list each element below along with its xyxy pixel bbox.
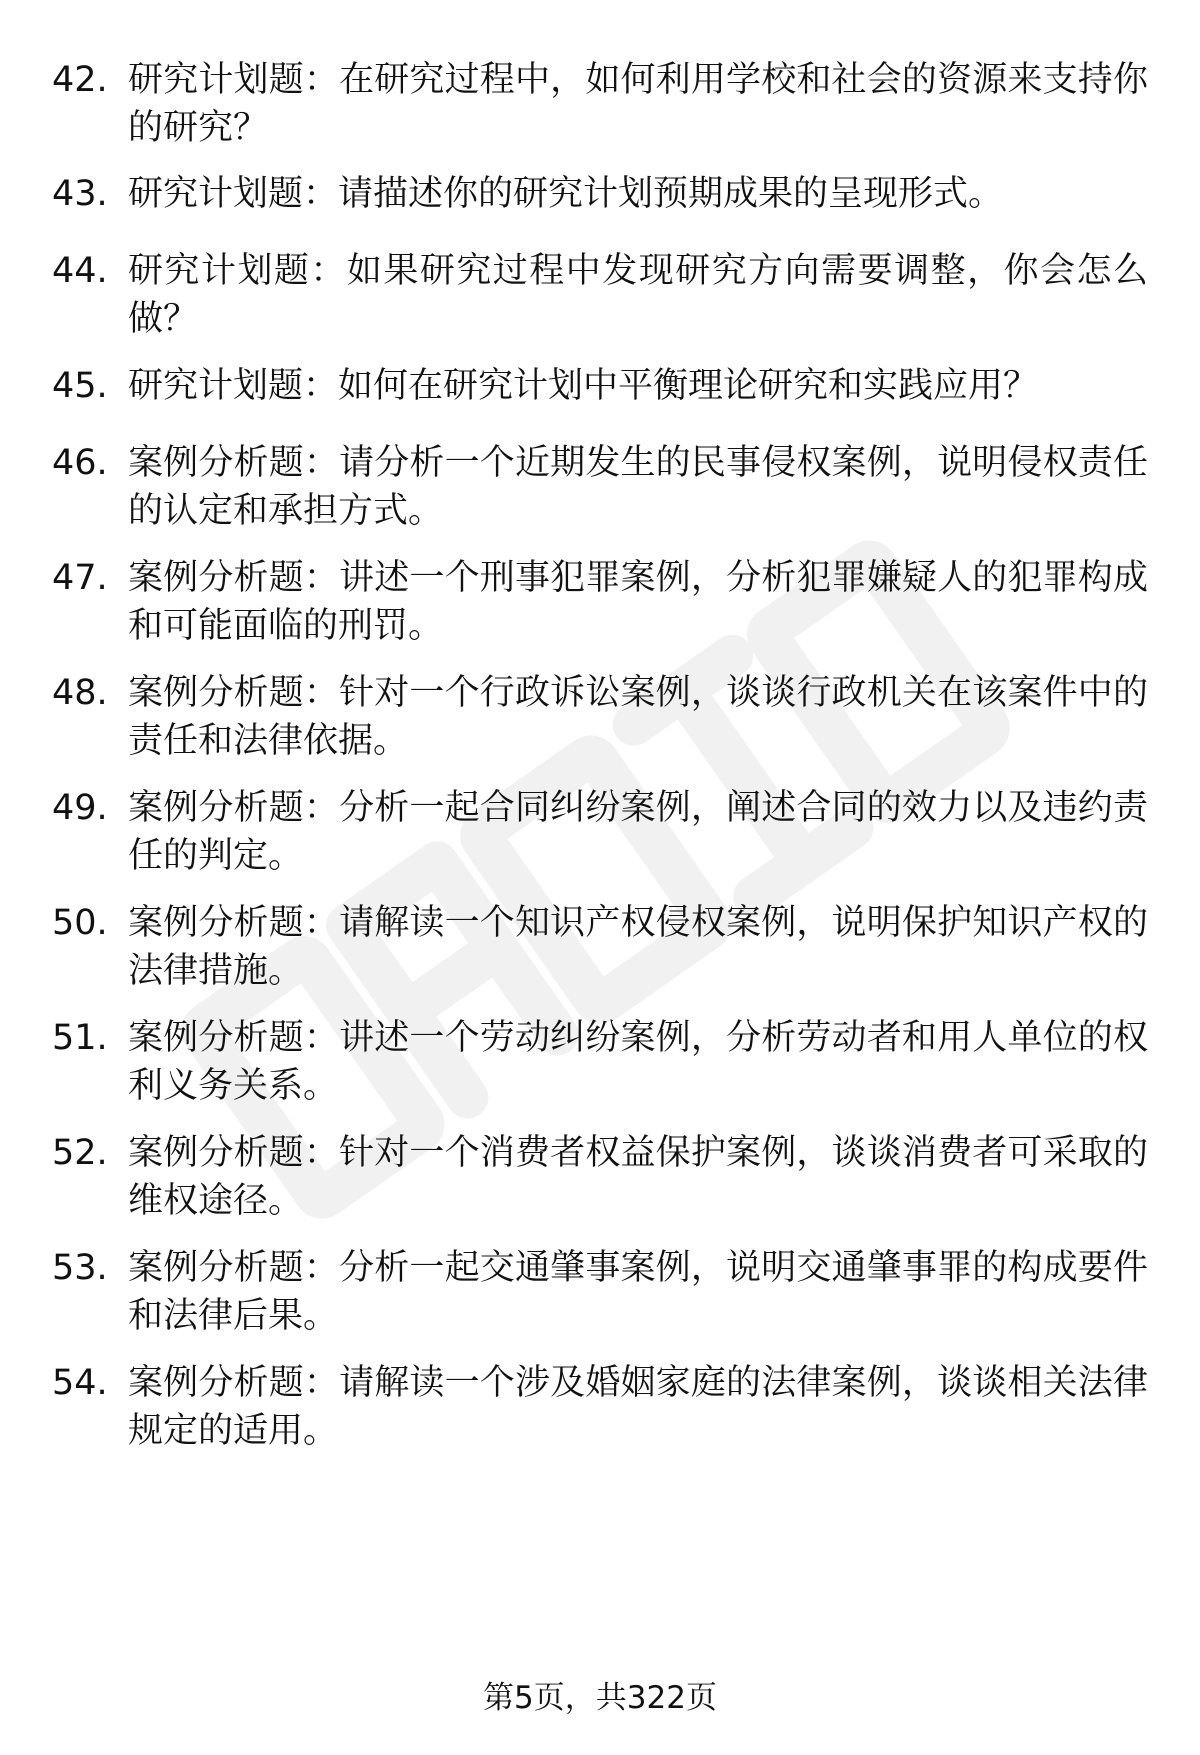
question-number: 49. (52, 788, 108, 828)
question-number: 50. (52, 903, 108, 943)
question-text: 研究计划题：在研究过程中，如何利用学校和社会的资源来支持你的研究？ (128, 60, 1148, 148)
question-text: 案例分析题：讲述一个刑事犯罪案例，分析犯罪嫌疑人的犯罪构成和可能面临的刑罚。 (128, 558, 1148, 646)
question-number: 48. (52, 673, 108, 713)
page-number: 第5页，共322页 (483, 1680, 717, 1716)
question-text: 案例分析题：分析一起合同纠纷案例，阐述合同的效力以及违约责任的判定。 (128, 788, 1148, 876)
question-text: 研究计划题：请描述你的研究计划预期成果的呈现形式。 (128, 174, 1004, 214)
question-text: 案例分析题：讲述一个劳动纠纷案例，分析劳动者和用人单位的权利义务关系。 (128, 1018, 1148, 1106)
question-text: 案例分析题：针对一个行政诉讼案例，谈谈行政机关在该案件中的责任和法律依据。 (128, 673, 1148, 761)
question-number: 45. (52, 366, 108, 406)
question-number: 42. (52, 60, 108, 100)
question-number: 54. (52, 1363, 108, 1403)
question-text: 案例分析题：分析一起交通肇事案例，说明交通肇事罪的构成要件和法律后果。 (128, 1248, 1148, 1336)
question-text: 案例分析题：请分析一个近期发生的民事侵权案例，说明侵权责任的认定和承担方式。 (128, 443, 1148, 531)
question-text: 案例分析题：针对一个消费者权益保护案例，谈谈消费者可采取的维权途径。 (128, 1133, 1148, 1221)
question-number: 44. (52, 251, 108, 291)
question-number: 43. (52, 174, 108, 214)
question-number: 46. (52, 443, 108, 483)
question-text: 研究计划题：如何在研究计划中平衡理论研究和实践应用？ (128, 366, 1039, 406)
question-text: 案例分析题：请解读一个知识产权侵权案例，说明保护知识产权的法律措施。 (128, 903, 1148, 991)
question-text: 案例分析题：请解读一个涉及婚姻家庭的法律案例，谈谈相关法律规定的适用。 (128, 1363, 1148, 1451)
question-number: 52. (52, 1133, 108, 1173)
question-number: 47. (52, 558, 108, 598)
question-number: 53. (52, 1248, 108, 1288)
question-text: 研究计划题：如果研究过程中发现研究方向需要调整，你会怎么做？ (128, 251, 1148, 339)
page-footer (0, 1678, 1200, 1718)
question-number: 51. (52, 1018, 108, 1058)
